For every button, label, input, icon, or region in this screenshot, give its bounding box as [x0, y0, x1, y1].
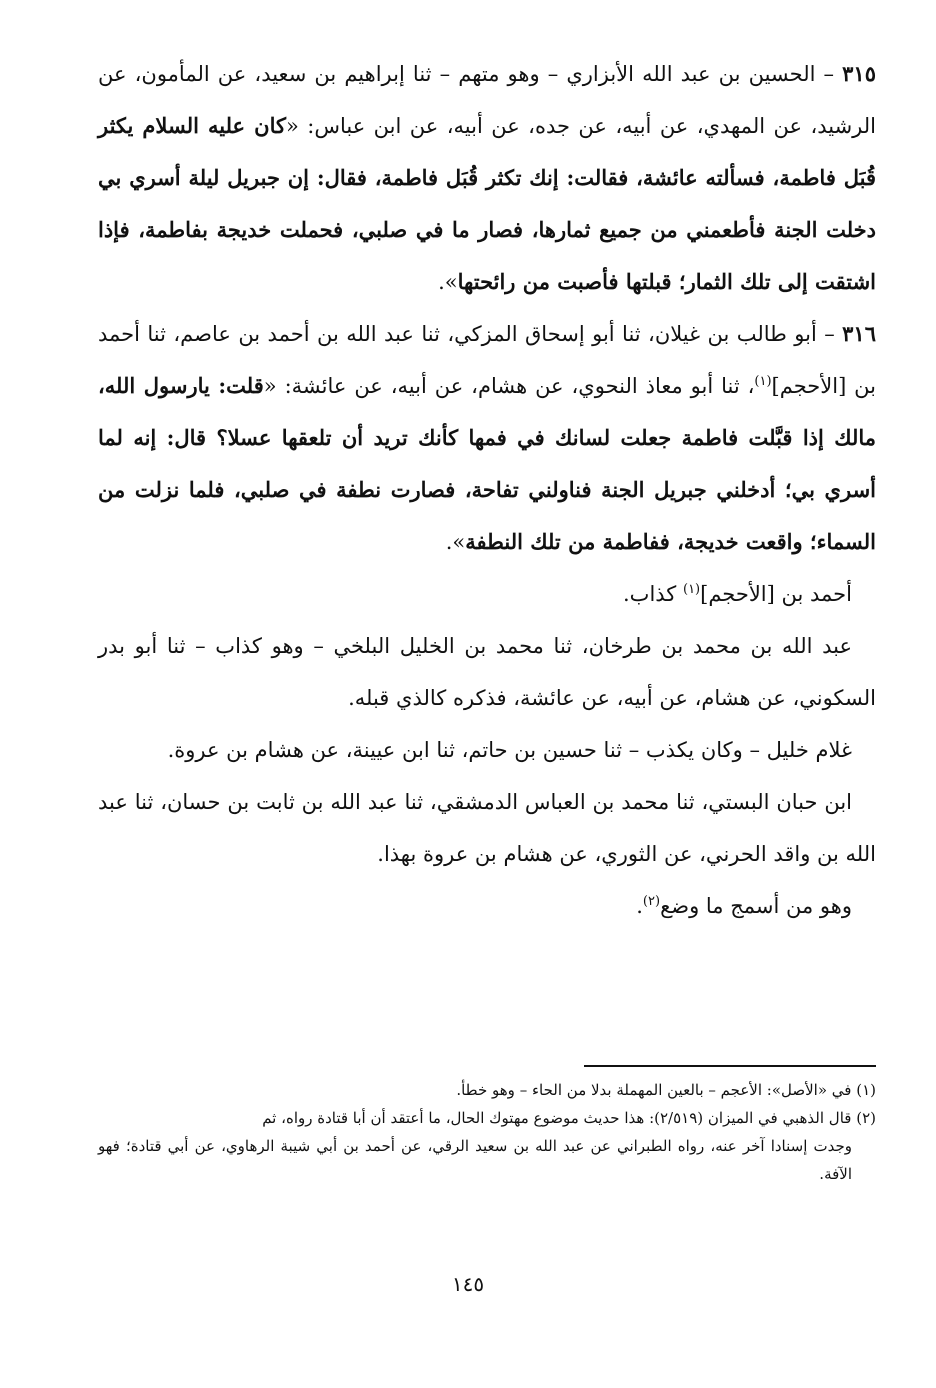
comment-paragraph [98, 880, 876, 932]
hadith-close: ». [438, 270, 458, 294]
hadith-number: ٣١٥ [842, 61, 876, 86]
comment-text: كذاب. [623, 582, 683, 606]
hadith-isnad: – أبو طالب بن غيلان، ثنا أبو إسحاق المزكي، ثنا عبد الله بن أحمد بن عاصم، ثنا أحمد بن [الأحجم] [98, 322, 877, 398]
comment-paragraph: عبد الله بن محمد بن طرخان، ثنا محمد بن الخليل البلخي – وهو كذاب – ثنا أبو بدر السكوني، عن هشام، عن أبيه، عن عائشة، فذكره كالذي قبله. [98, 634, 876, 710]
hadith-315 [98, 48, 876, 308]
footnote-2: (٢) قال الذهبي في الميزان (٢/٥١٩): هذا حديث موضوع مهتوك الحال، ما أعتقد أن أبا قتادة رواه، ثم [262, 1109, 876, 1127]
hadith-matn: قلت: يارسول الله، مالك إذا قبَّلت فاطمة جعلت لسانك في فمها كأنك تريد أن تلعقها عسلا؟ قال: إنه لما أسري بي؛ أدخلني جبريل الجنة فناولني تفاحة، فصارت نطفة في صلبي، فلما نزلت من السماء؛ واقعت خديجة، ففاطمة من تلك النطفة [98, 373, 876, 554]
hadith-isnad: – الحسين بن عبد الله الأبزاري – وهو متهم – ثنا إبراهيم بن سعيد، عن المأمون، عن الرشيد، عن المهدي، عن أبيه، عن جده، عن أبيه، عن ابن عباس: « [98, 62, 876, 138]
comment-paragraph: ابن حبان البستي، ثنا محمد بن العباس الدمشقي، ثنا عبد الله بن ثابت بن حسان، ثنا عبد الله بن واقد الحرني، عن الثوري، عن هشام بن عروة بهذا. [98, 790, 876, 866]
footnotes [98, 1076, 876, 1188]
main-text [98, 48, 876, 932]
footnote-ref: (١) [682, 582, 701, 597]
footnote-ref: (٢) [642, 894, 661, 909]
hadith-isnad-continued: ، ثنا أبو معاذ النحوي، عن هشام، عن أبيه، عن عائشة: « [263, 374, 755, 398]
hadith-matn: كان عليه السلام يكثر قُبَل فاطمة، فسألته عائشة، فقالت: إنك تكثر قُبَل فاطمة، فقال: إن جبريل ليلة أسري بي دخلت الجنة فأطعمني من جميع ثمارها، فصار ما في صلبي، فحملت خديجة بفاطمة، فإذا اشتقت إلى تلك الثمار؛ قبلتها فأصبت من رائحتها [98, 113, 876, 294]
footnote-separator [584, 1065, 876, 1067]
footnote-ref: (١) [754, 374, 772, 389]
comment-text: وهو من أسمج ما وضع [660, 894, 852, 918]
comment-paragraph [98, 568, 876, 620]
hadith-number: ٣١٦ [842, 321, 876, 346]
footnote-1: (١) في «الأصل»: الأعجم – بالعين المهملة بدلا من الحاء – وهو خطأ. [456, 1081, 876, 1099]
hadith-316 [98, 308, 876, 568]
hadith-close: ». [445, 530, 466, 554]
comment-text: . [636, 894, 643, 918]
comment-paragraph: غلام خليل – وكان يكذب – ثنا حسين بن حاتم، ثنا ابن عيينة، عن هشام بن عروة. [167, 738, 852, 762]
page-number: ١٤٥ [451, 1272, 485, 1296]
footnote-2-continued: وجدت إسنادا آخر عنه، رواه الطبراني عن عبد الله بن سعيد الرقي، عن أحمد بن أبي شيبة الرهاوي، عن أبي قتادة؛ فهو الآفة. [98, 1137, 852, 1183]
comment-text: أحمد بن [الأحجم] [700, 582, 852, 606]
